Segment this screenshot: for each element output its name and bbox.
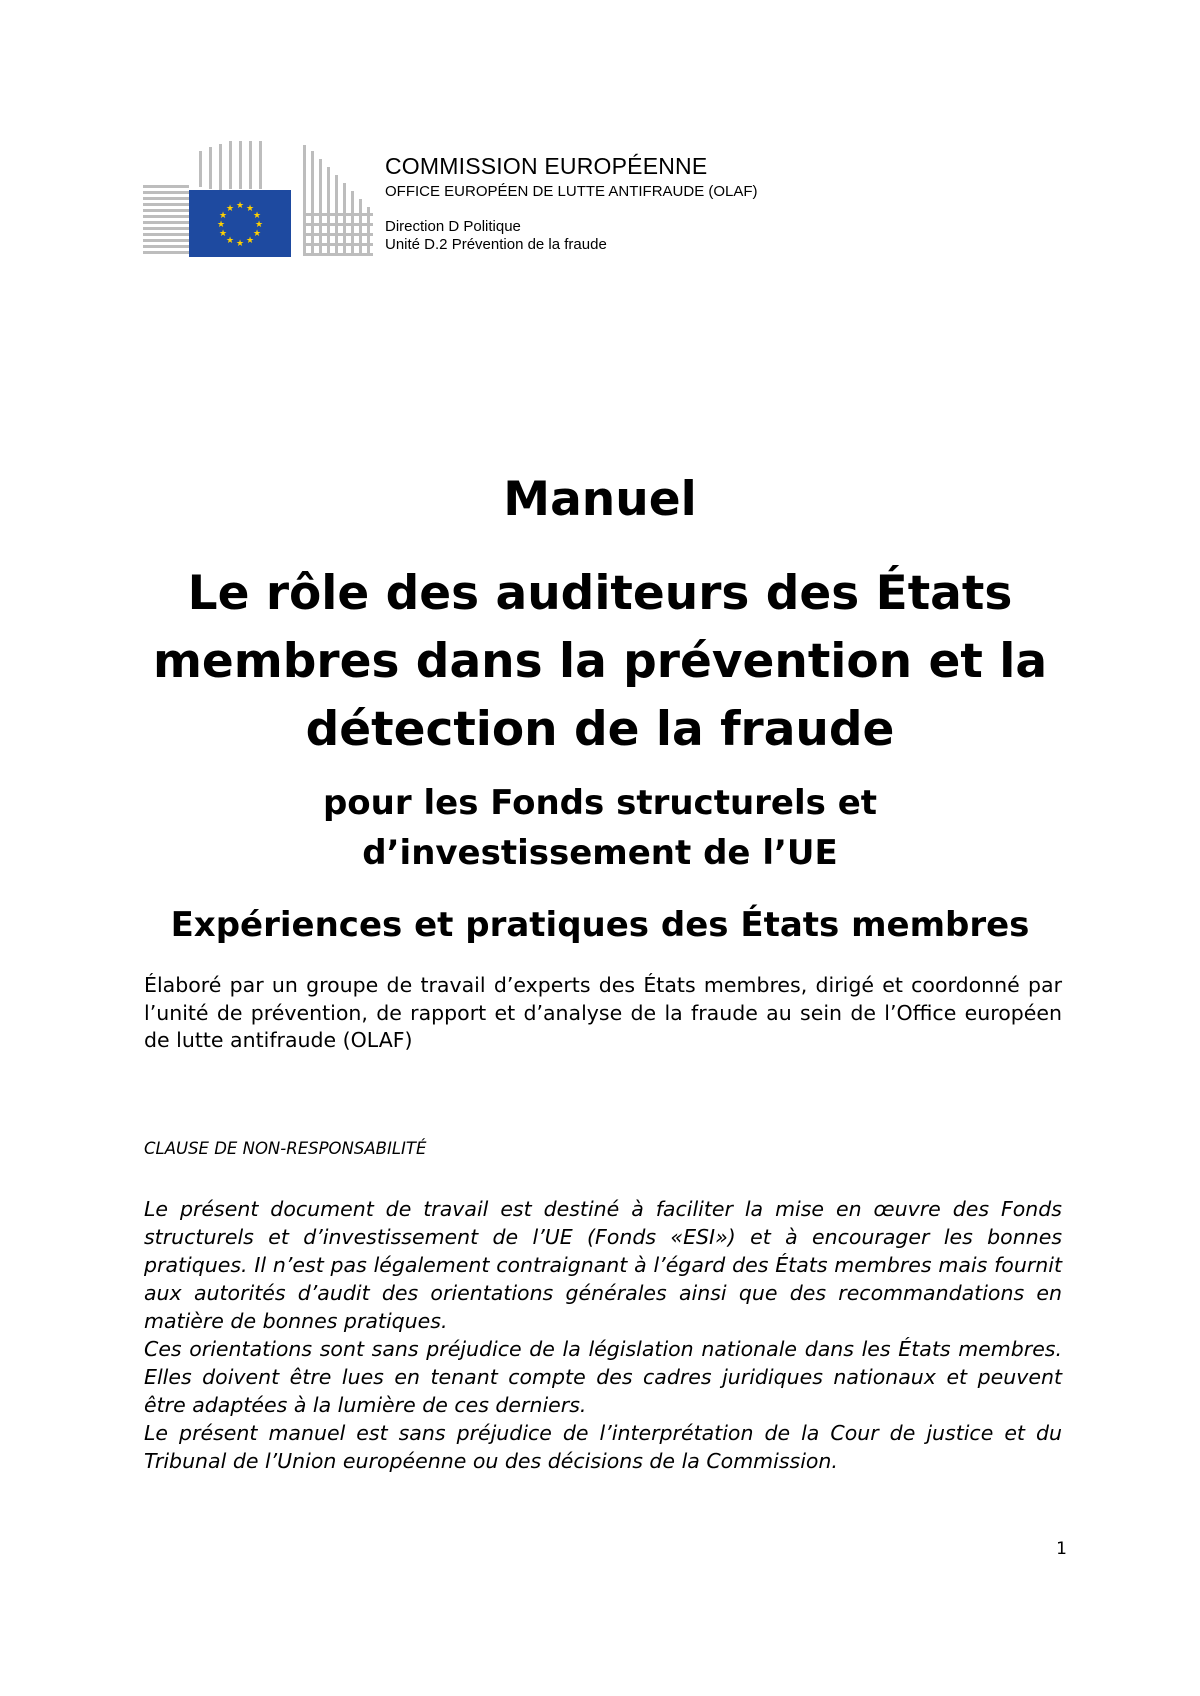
funds-subtitle	[120, 778, 1080, 878]
funds-subtitle-line-1: pour les Fonds structurels et	[322, 783, 878, 823]
svg-text:★: ★	[252, 211, 262, 221]
svg-text:★: ★	[245, 204, 255, 214]
directorate: Direction D Politique	[385, 218, 521, 235]
experiences-subtitle: Expériences et pratiques des États membres	[170, 905, 1030, 945]
issuing-organization	[385, 152, 758, 254]
organization-name: COMMISSION EUROPÉENNE	[385, 153, 708, 179]
document-subtitle: Le rôle des auditeurs des États membres dans la prévention et la détection de la fraude	[152, 566, 1048, 757]
european-commission-logo	[143, 141, 373, 258]
svg-text:★: ★	[216, 220, 226, 230]
svg-text:★: ★	[225, 236, 235, 246]
document-title: Manuel	[503, 472, 697, 527]
disclaimer-paragraph: Ces orientations sont sans préjudice de la législation nationale dans les États membres. Elles doivent être lues en tenant compte des cadres juridiques nationaux et peuvent être adaptées à la lumière de ces derniers.	[144, 1337, 1062, 1417]
disclaimer-paragraph: Le présent manuel est sans préjudice de l’interprétation de la Cour de justice et du Tribunal de l’Union européenne ou des décisions de la Commission.	[144, 1421, 1062, 1473]
funds-subtitle-line-2: d’investissement de l’UE	[362, 833, 838, 873]
office-name: OFFICE EUROPÉEN DE LUTTE ANTIFRAUDE (OLAF)	[385, 183, 758, 200]
svg-text:★: ★	[252, 229, 262, 239]
svg-text:★: ★	[225, 204, 235, 214]
disclaimer-heading: CLAUSE DE NON-RESPONSABILITÉ	[144, 1139, 427, 1158]
svg-text:★: ★	[218, 211, 228, 221]
svg-text:★: ★	[245, 236, 255, 246]
page-number: 1	[1056, 1539, 1067, 1559]
svg-text:★: ★	[235, 239, 245, 249]
disclaimer-paragraph: Le présent document de travail est destiné à faciliter la mise en œuvre des Fonds structurels et d’investissement de l’UE (Fonds «ESI») et à encourager les bonnes pratiques. Il n’est pas légalement contraignant à l’égard des États membres mais fournit aux autorités d’audit des orientations générales ainsi que des recommandations en matière de bonnes pratiques.	[144, 1197, 1062, 1333]
disclaimer-text	[144, 1195, 1062, 1475]
unit: Unité D.2 Prévention de la fraude	[385, 236, 607, 253]
intro-paragraph: Élaboré par un groupe de travail d’experts des États membres, dirigé et coordonné par l’unité de prévention, de rapport et d’analyse de la fraude au sein de l’Office européen de lutte antifraude (OLAF)	[144, 973, 1062, 1052]
svg-text:★: ★	[235, 201, 245, 211]
svg-text:★: ★	[218, 229, 228, 239]
svg-text:★: ★	[254, 220, 264, 230]
